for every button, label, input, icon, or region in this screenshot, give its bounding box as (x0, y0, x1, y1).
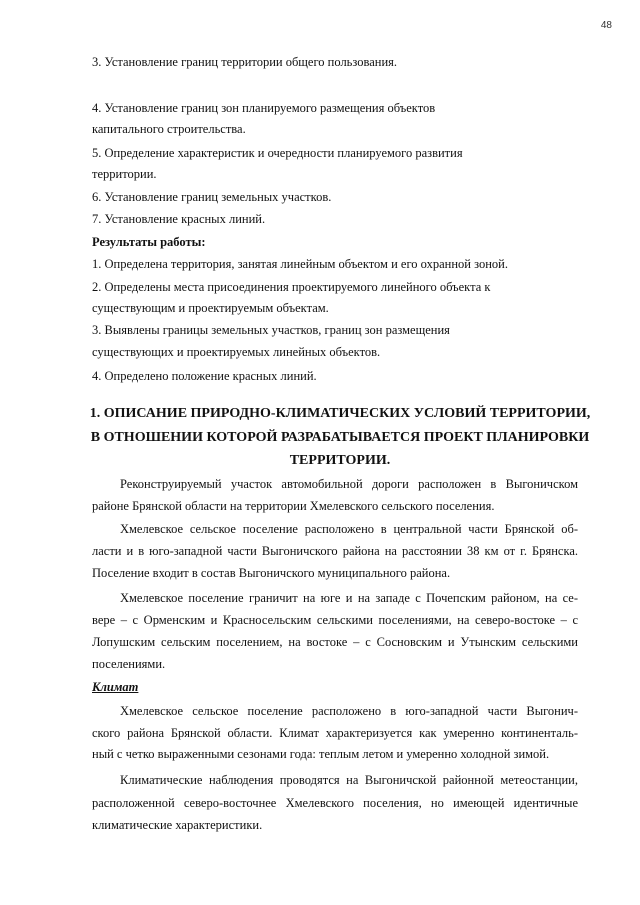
paragraph-line: ный с четко выраженными сезонами года: теплым летом и умеренно холодной зимой. (92, 747, 550, 761)
task-line: 5. Определение характеристик и очередности планируемого развития (92, 146, 463, 160)
section-heading-line: 1. ОПИСАНИЕ ПРИРОДНО-КЛИМАТИЧЕСКИХ УСЛОВИЙ ТЕРРИТОРИИ, (89, 406, 591, 421)
result-line: 4. Определено положение красных линий. (92, 369, 317, 383)
paragraph-line: ласти и в юго-западной части Выгоничского района на расстоянии 38 км от г. Брянска. (92, 544, 578, 558)
paragraph-line: ского района Брянской области. Климат характеризуется как умеренно континенталь- (92, 726, 578, 740)
paragraph-line: Хмелевское поселение граничит на юге и на западе с Почепским районом, на се- (120, 591, 578, 605)
result-line: существующих и проектируемых линейных объектов. (92, 345, 381, 359)
paragraph-line: Реконструируемый участок автомобильной дороги расположен в Выгоничском (120, 477, 578, 491)
paragraph-line: Климатические наблюдения проводятся на Выгоничской районной метеостанции, (120, 773, 578, 787)
paragraph-line: районе Брянской области на территории Хмелевского сельского поселения. (92, 499, 495, 513)
result-line: 2. Определены места присоединения проектируемого линейного объекта к (92, 280, 491, 294)
task-line: 7. Установление красных линий. (92, 212, 266, 226)
task-line: капитального строительства. (92, 122, 246, 136)
section-heading-line: В ОТНОШЕНИИ КОТОРОЙ РАЗРАБАТЫВАЕТСЯ ПРОЕКТ ПЛАНИРОВКИ (90, 430, 590, 445)
climate-heading: Климат (92, 680, 139, 694)
page-number: 48 (600, 20, 612, 31)
task-line: территории. (92, 167, 157, 181)
result-line: 3. Выявлены границы земельных участков, границ зон размещения (92, 323, 450, 337)
section-heading-line: ТЕРРИТОРИИ. (289, 453, 391, 468)
paragraph-line: Хмелевское сельское поселение расположено в юго-западной части Выгонич- (120, 704, 578, 718)
results-heading: Результаты работы: (92, 235, 206, 249)
result-line: существующим и проектируемым объектам. (92, 301, 329, 315)
task-line: 4. Установление границ зон планируемого размещения объектов (92, 101, 436, 115)
paragraph-line: вере – с Орменским и Красносельским сельскими поселениями, на северо-востоке – с (92, 613, 578, 627)
paragraph-line: поселениями. (92, 657, 166, 671)
task-line: 6. Установление границ земельных участков. (92, 190, 332, 204)
task-line: 3. Установление границ территории общего пользования. (92, 55, 398, 69)
paragraph-line: Хмелевское сельское поселение расположено в центральной части Брянской об- (120, 522, 578, 536)
paragraph-line: Поселение входит в состав Выгоничского муниципального района. (92, 566, 451, 580)
paragraph-line: Лопушским сельским поселением, на востоке – с Сосновским и Утынским сельскими (92, 635, 578, 649)
paragraph-line: расположенной северо-восточнее Хмелевского поселения, но имеющей идентичные (92, 796, 578, 810)
paragraph-line: климатические характеристики. (92, 818, 263, 832)
result-line: 1. Определена территория, занятая линейным объектом и его охранной зоной. (92, 257, 508, 271)
